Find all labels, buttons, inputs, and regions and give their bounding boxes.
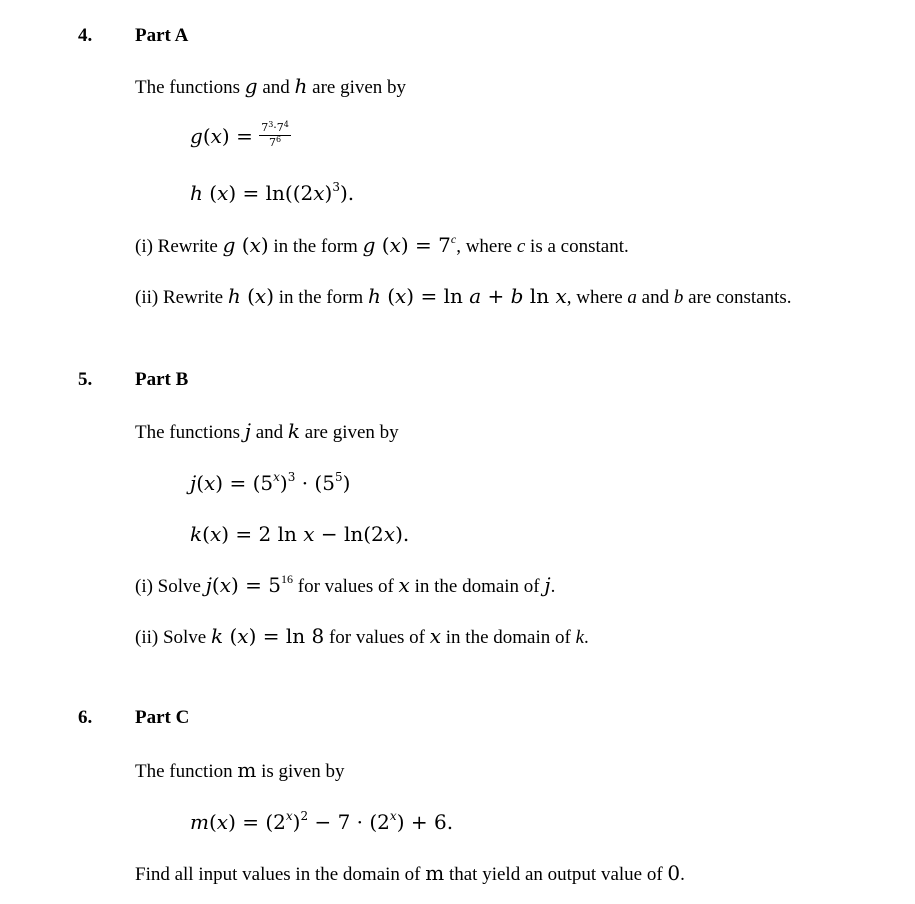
fraction: $\frac{7^3\cdot 7^4}{7^6}$ <box>261 120 289 149</box>
function-definition-h: h $(x) = \ln((2x)^3)$. <box>190 180 355 205</box>
question: Find all input values in the domain of m that yield an output value of 0. <box>135 861 685 885</box>
question-ii: (ii) Rewrite h (x) in the form h (x) = ln a + b ln x, where a and b are constants. <box>135 284 792 308</box>
problem-number: 5. <box>78 369 93 390</box>
function-definition-j: $j(x) = (5^x)^3 \cdot (5^5)$ <box>190 470 351 495</box>
problem-intro: The functions g and h are given by <box>135 74 407 98</box>
part-title: Part A <box>135 25 189 46</box>
problem-intro: The function m is given by <box>135 758 345 782</box>
problem-intro: The functions j and k are given by <box>135 419 399 443</box>
question-ii: (ii) Solve k (x) = ln 8 for values of x in the domain of k. <box>135 624 589 648</box>
part-title: Part B <box>135 369 189 390</box>
problem-number: 6. <box>78 707 93 728</box>
question-i: (i) Rewrite g (x) in the form g $(x) = 7^c$, where c is a constant. <box>135 232 629 257</box>
function-definition-g: g(x) = $\frac{7^3\cdot 7^4}{7^6}$ <box>190 120 289 149</box>
function-definition-k: k(x) = 2 ln x − ln(2x). <box>190 522 410 546</box>
part-title: Part C <box>135 707 190 728</box>
problem-number: 4. <box>78 25 93 46</box>
question-i: (i) Solve $j(x) = 5^{16}$ for values of x in the domain of j. <box>135 572 556 597</box>
function-definition-m: $m(x) = (2^x)^2 - 7 \cdot (2^x) + 6$. <box>190 809 454 834</box>
